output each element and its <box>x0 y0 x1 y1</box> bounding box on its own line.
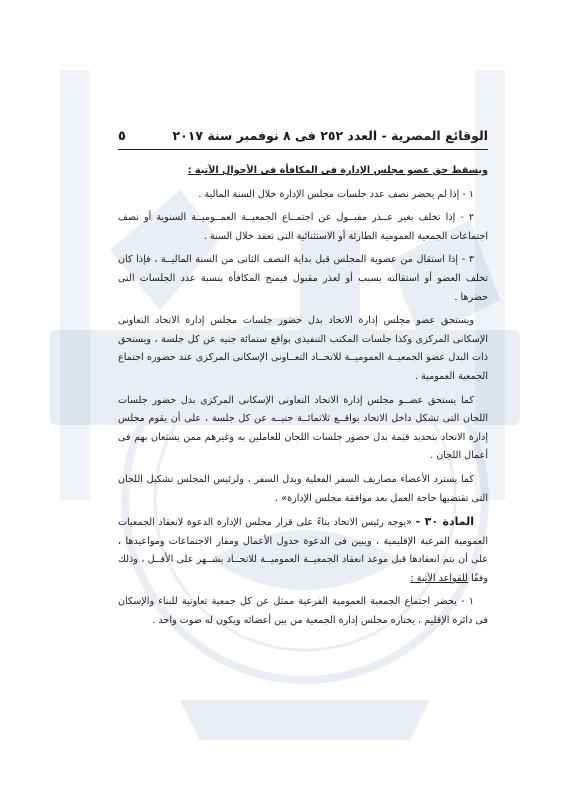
document-page <box>118 128 488 636</box>
paragraph-item-2: ٢ - إذا تخلف بغير عــذر مقبــول عن اجتمــاع الجمعيــة العمــوميــة السنوية أو نصف اجتماعات الجمعية العمومية الطارئة أو الاستثنائية التى تعقد خلال السنة . <box>118 212 488 242</box>
paragraph-attendance-allowance: ويستحق عضو مجلس إدارة الاتحاد بدل حضور جلسات مجلس إدارة الاتحاد التعاونى الإسكانى المركزى وكذا جلسات المكتب التنفيذى بواقع ستمائة جنيه عن كل جلسة ، ويستحق ذات البدل عضو الجمعيــة العموميــة للاتحــاد التعــاونى الإسكانى المركزى عند حضوره اجتماع الجمعية العمومية . <box>118 315 488 382</box>
page-header <box>118 128 488 150</box>
paragraph-travel-expenses: كما يسترد الأعضاء مصاريف السفر الفعلية وبدل السفر ، ولرئيس المجلس تشكيل اللجان التى تقتضيها حاجة العمل بعد موافقة مجلس الإدارة» . <box>118 473 488 504</box>
paragraph-committee-allowance: كما يستحق عضــو مجلس إدارة الاتحاد التعاونى الإسكانى المركزى بدل حضور جلسات اللجان التى تشكل داخل الاتحاد بواقــع ثلاثمائــة جنيــه عن كل جلسة ، على أن يقوم مجلس إدارة الاتحاد بتحديد قيمة بدل حضور جلسات اللجان للعاملين به وغيرهم ممن يستعان بهم فى أعمال اللجان . <box>118 394 488 462</box>
paragraph-item-3: ٣ - إذا استقال من عضوية المجلس قبل بداية النصف الثانى من السنة الماليــة ، فإذا كان تخلف العضو أو استقالته بسبب أو لعذر مقبول فيمنح المكافأة بنسبة عدد الجلسات التى حضرها . <box>118 254 488 303</box>
article-label: المادة ٣٠ - <box>415 515 474 529</box>
paragraph-article-30 <box>118 513 488 588</box>
paragraph-item-1: ١ - إذا لم يحضر نصف عدد جلسات مجلس الإدارة خلال السنة المالية . <box>198 188 474 200</box>
paragraph-rule-1: ١ - يحضر اجتماع الجمعية العمومية الفرعية ممثل عن كل جمعية تعاونية للبناء والإسكان فى دائرة الإقليم ، يختاره مجلس إدارة الجمعية من بين أعضائه ويكون له صوت واحد . <box>118 596 488 627</box>
paragraph-intro <box>118 162 488 181</box>
article-30-rules-label: للقواعد الآتية : <box>410 572 468 584</box>
paragraph-intro-text: ويسقط حق عضو مجلس الإدارة فى المكافأة فى الأحوال الآتية : <box>187 165 488 176</box>
header-title: الوقائع المصرية - العدد ٢٥٢ فى ٨ نوفمبر سنة ٢٠١٧ <box>172 128 488 143</box>
page-number: ٥ <box>118 129 126 144</box>
article-30-text: «يوجه رئيس الاتحاد بناءً على قرار مجلس الإدارة الدعوة لانعقاد الجمعيات العمومية الفرعية الإقليمية ، ويبين فى الدعوة جدول الأعمال ومقار الاجتماعات ومواعيدها ، على أن يتم انعقادها قبل موعد انعقاد الجمعيــة العموميــة للاتحــاد بشــهر على الأقــل ، وذلك وفقًا <box>118 517 488 584</box>
